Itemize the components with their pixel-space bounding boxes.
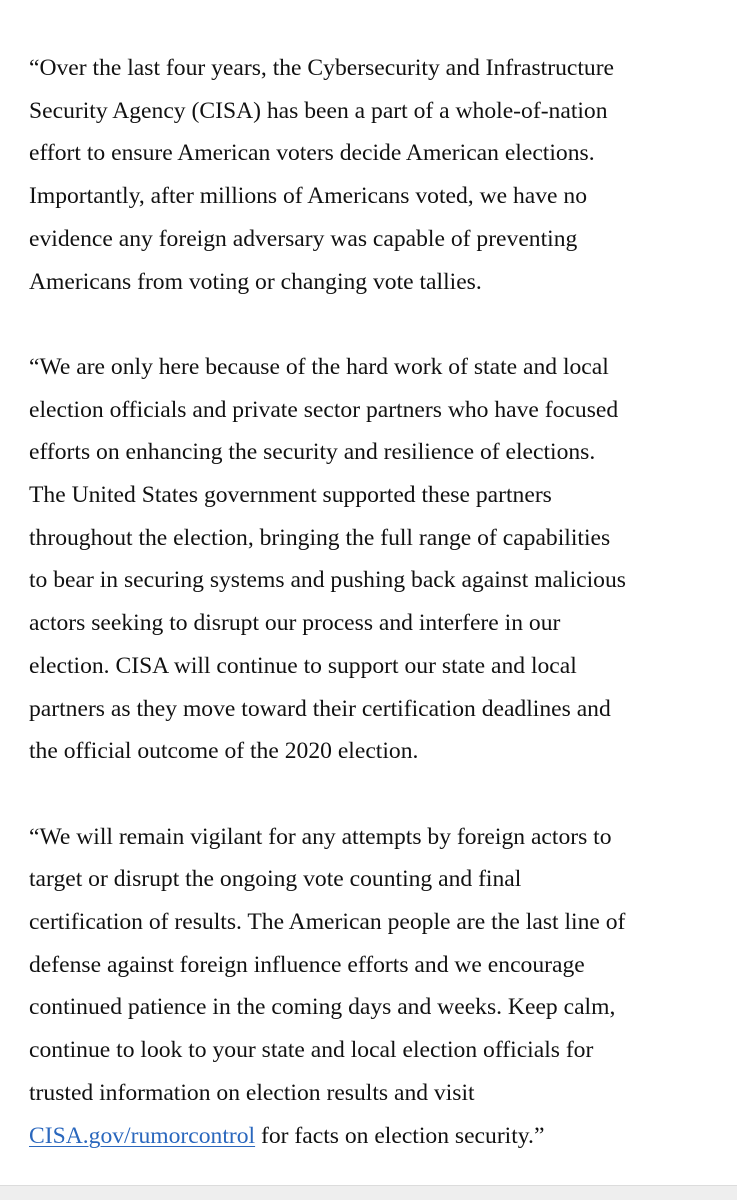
final-line (29, 1115, 719, 1158)
text-line: continue to look to your state and local election officials for (29, 1037, 594, 1064)
paragraph-1 (29, 47, 719, 303)
text-line: defense against foreign influence efforts and we encourage (29, 951, 585, 978)
bottom-edge-bar (0, 1185, 737, 1200)
text-line: the official outcome of the 2020 election. (29, 738, 419, 765)
text-line: The United States government supported these partners (29, 482, 552, 509)
text-line: evidence any foreign adversary was capable of preventing (29, 225, 578, 252)
text-line: actors seeking to disrupt our process and interfere in our (29, 610, 561, 637)
text-line: “We will remain vigilant for any attempts by foreign actors to (29, 823, 612, 850)
text-line: Security Agency (CISA) has been a part of a whole-of-nation (29, 97, 608, 124)
text-line: target or disrupt the ongoing vote counting and final (29, 866, 522, 893)
text-line: election officials and private sector partners who have focused (29, 396, 619, 423)
paragraph-3 (29, 816, 719, 1158)
statement-document (29, 47, 719, 1157)
text-line: election. CISA will continue to support our state and local (29, 652, 577, 679)
text-line: “Over the last four years, the Cybersecurity and Infrastructure (29, 55, 615, 81)
link-trailing-text: for facts on election security.” (255, 1122, 545, 1149)
text-line: efforts on enhancing the security and resilience of elections. (29, 439, 596, 466)
text-line: to bear in securing systems and pushing back against malicious (29, 567, 626, 594)
text-line: “We are only here because of the hard work of state and local (29, 353, 609, 380)
rumor-control-link[interactable]: CISA.gov/rumorcontrol (29, 1122, 256, 1149)
text-line: partners as they move toward their certification deadlines and (29, 695, 611, 722)
text-line: trusted information on election results and visit (29, 1079, 475, 1106)
text-line: continued patience in the coming days and weeks. Keep calm, (29, 994, 616, 1021)
paragraph-2 (29, 346, 719, 773)
text-line: Americans from voting or changing vote tallies. (29, 268, 482, 295)
text-line: certification of results. The American people are the last line of (29, 909, 626, 936)
text-line: Importantly, after millions of Americans voted, we have no (29, 183, 588, 210)
text-line: effort to ensure American voters decide American elections. (29, 140, 595, 167)
text-line: throughout the election, bringing the full range of capabilities (29, 524, 611, 551)
